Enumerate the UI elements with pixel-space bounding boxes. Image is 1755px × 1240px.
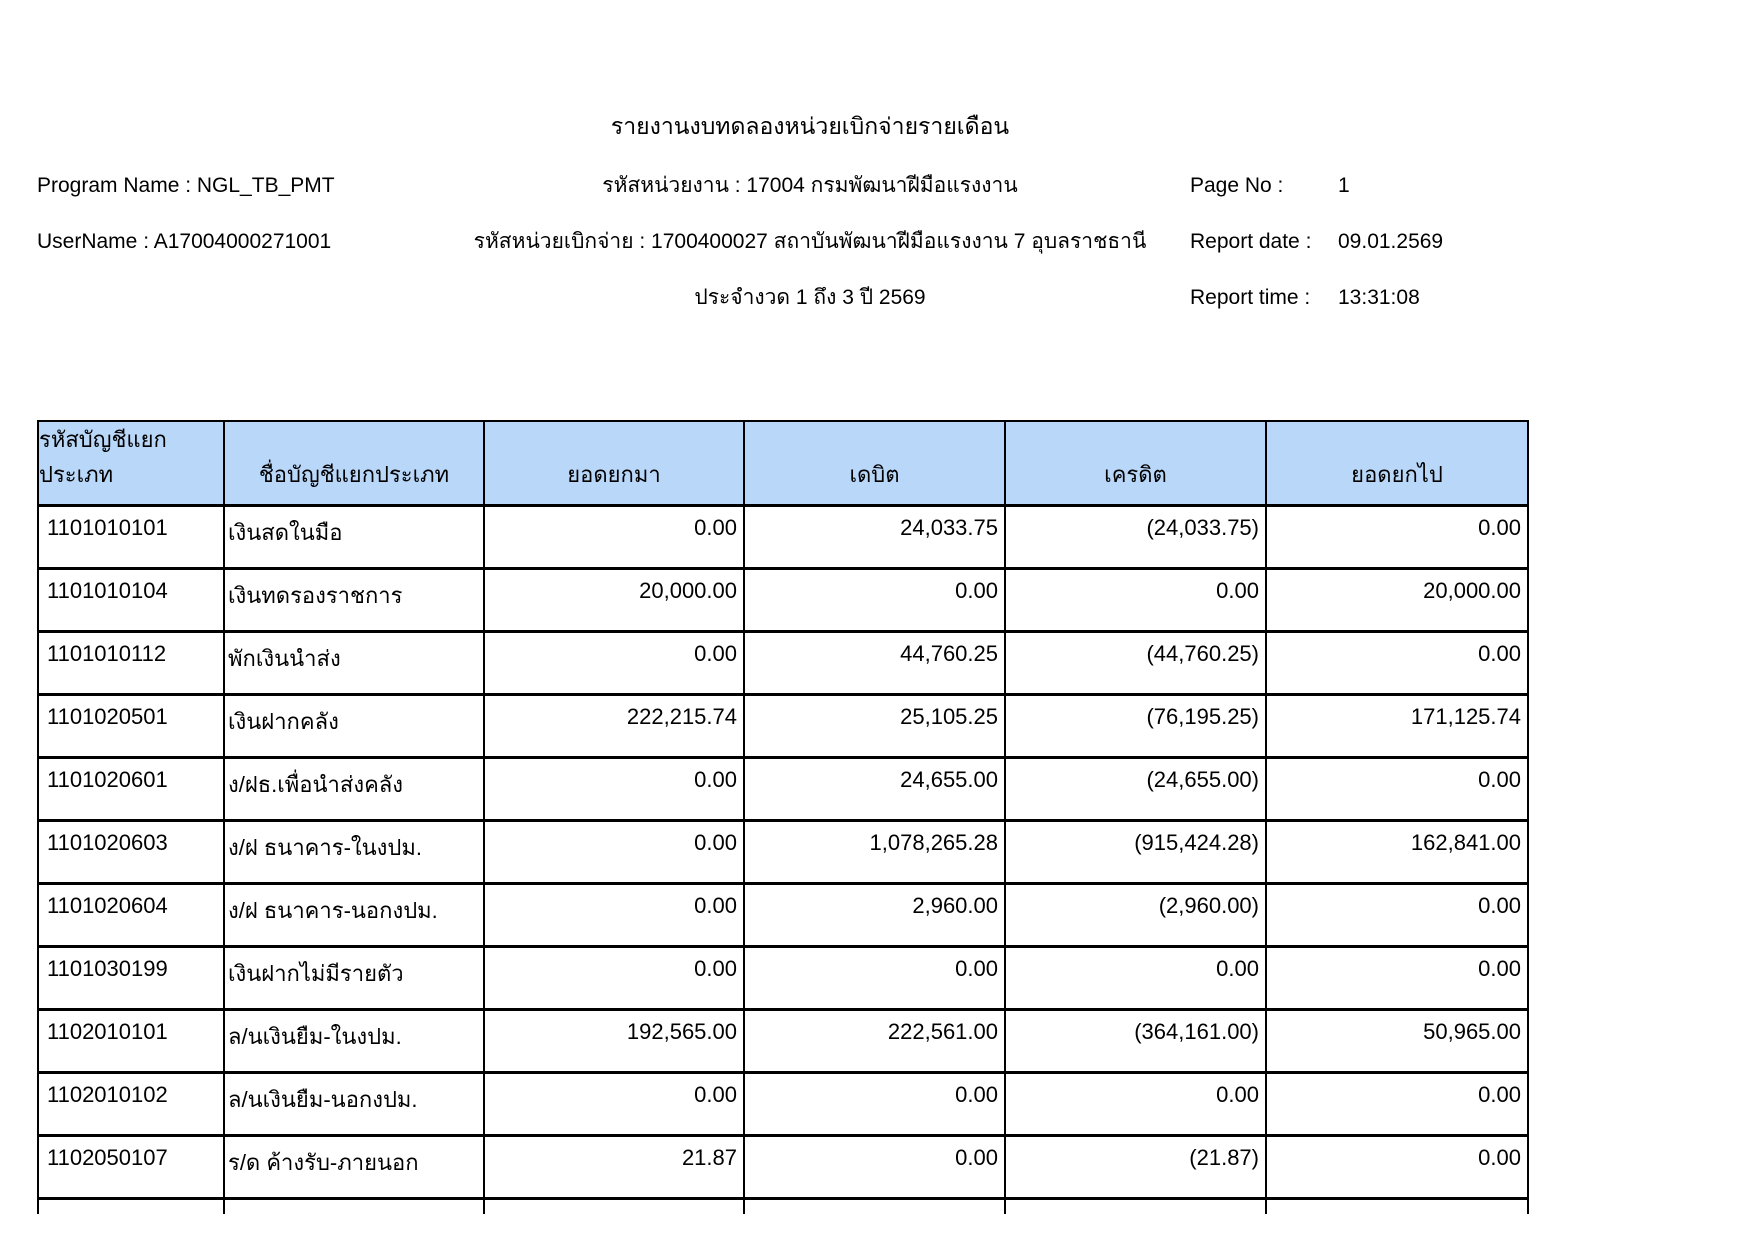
header-ending-balance: ยอดยกไป [1267,422,1527,504]
cell-account-code: 1102010102 [39,1074,225,1134]
cell-ending-balance [1267,1200,1527,1214]
cell-debit: 0.00 [745,948,1006,1008]
cell-debit: 0.00 [745,1074,1006,1134]
cell-debit: 222,561.00 [745,1011,1006,1071]
cell-ending-balance: 0.00 [1478,893,1521,918]
disbursement-unit-line: รหัสหน่วยเบิกจ่าย : 1700400027 สถาบันพัฒนาฝีมือแรงงาน 7 อุบลราชธานี [473,230,1147,253]
cell-debit: 1,078,265.28 [745,822,1006,882]
cell-ending-balance: 0.00 [1478,641,1521,666]
cell-beginning-balance: 0.00 [485,633,745,693]
cell-credit: (21.87) [1006,1137,1267,1197]
cell-beginning-balance: 0.00 [485,507,745,567]
cell-credit: (2,960.00) [1006,885,1267,945]
table-row-partial [39,1200,1527,1214]
table-row [39,507,1527,570]
cell-account-name: พักเงินนำส่ง [225,633,485,693]
cell-ending-balance: 171,125.74 [1410,704,1521,729]
cell-beginning-balance: 222,215.74 [485,696,745,756]
table-row [39,1011,1527,1074]
cell-debit: 24,033.75 [745,507,1006,567]
trial-balance-table [37,420,1529,1214]
cell-account-name: เงินฝากไม่มีรายตัว [225,948,485,1008]
cell-beginning-balance: 0.00 [485,885,745,945]
username-line: UserName : A17004000271001 [37,230,332,253]
cell-account-name: ล/นเงินยืม-ในงปม. [225,1011,485,1071]
report-time-value: 13:31:08 [1338,286,1420,309]
cell-credit: (915,424.28) [1006,822,1267,882]
table-row [39,696,1527,759]
period-line: ประจำงวด 1 ถึง 3 ปี 2569 [694,286,926,309]
cell-debit: 0.00 [745,1137,1006,1197]
cell-account-code: 1101020603 [39,822,225,882]
cell-account-name: ง/ฝธ.เพื่อนำส่งคลัง [225,759,485,819]
cell-ending-balance: 0.00 [1478,515,1521,540]
cell-credit [1006,1200,1267,1214]
cell-beginning-balance: 21.87 [485,1137,745,1197]
cell-ending-balance: 0.00 [1478,767,1521,792]
cell-credit: 0.00 [1006,1074,1267,1134]
cell-ending-balance: 162,841.00 [1410,830,1521,855]
cell-debit: 44,760.25 [745,633,1006,693]
cell-account-name: ง/ฝ ธนาคาร-นอกงปม. [225,885,485,945]
header-debit: เดบิต [745,422,1006,504]
report-title: รายงานงบทดลองหน่วยเบิกจ่ายรายเดือน [610,113,1010,139]
cell-account-code: 1101010104 [39,570,225,630]
cell-account-code: 1101010101 [39,507,225,567]
cell-credit: (76,195.25) [1006,696,1267,756]
table-row [39,570,1527,633]
cell-account-code: 1102050107 [39,1137,225,1197]
cell-beginning-balance: 20,000.00 [485,570,745,630]
cell-credit: (44,760.25) [1006,633,1267,693]
header-account-code: รหัสบัญชีแยกประเภท [39,422,225,504]
cell-ending-balance: 0.00 [1478,1082,1521,1107]
cell-account-name: ร/ด ค้างรับ-ภายนอก [225,1137,485,1197]
page-no-value: 1 [1338,174,1350,197]
table-header-row [39,422,1527,507]
report-date-label: Report date : [1190,230,1312,253]
cell-beginning-balance: 192,565.00 [485,1011,745,1071]
cell-account-code: 1101020601 [39,759,225,819]
table-row [39,822,1527,885]
cell-account-name: เงินสดในมือ [225,507,485,567]
cell-credit: (364,161.00) [1006,1011,1267,1071]
header-credit: เครดิต [1006,422,1267,504]
table-row [39,759,1527,822]
cell-account-code: 1101020604 [39,885,225,945]
cell-account-code [39,1200,225,1214]
cell-account-code: 1101010112 [39,633,225,693]
cell-account-code: 1102010101 [39,1011,225,1071]
cell-account-name: ล/นเงินยืม-นอกงปม. [225,1074,485,1134]
table-row [39,885,1527,948]
header-beginning-balance: ยอดยกมา [485,422,745,504]
cell-ending-balance: 20,000.00 [1423,578,1521,603]
cell-account-name: ง/ฝ ธนาคาร-ในงปม. [225,822,485,882]
agency-line: รหัสหน่วยงาน : 17004 กรมพัฒนาฝีมือแรงงาน [602,174,1018,197]
cell-beginning-balance: 0.00 [485,948,745,1008]
cell-beginning-balance [485,1200,745,1214]
cell-ending-balance: 0.00 [1478,956,1521,981]
cell-account-name: เงินฝากคลัง [225,696,485,756]
cell-credit: 0.00 [1006,570,1267,630]
cell-account-code: 1101020501 [39,696,225,756]
cell-beginning-balance: 0.00 [485,1074,745,1134]
cell-account-code: 1101030199 [39,948,225,1008]
table-row [39,1074,1527,1137]
cell-beginning-balance: 0.00 [485,822,745,882]
report-time-label: Report time : [1190,286,1311,309]
cell-beginning-balance: 0.00 [485,759,745,819]
cell-account-name: เงินทดรองราชการ [225,570,485,630]
table-row [39,948,1527,1011]
cell-credit: (24,033.75) [1006,507,1267,567]
table-row [39,633,1527,696]
report-date-value: 09.01.2569 [1338,230,1444,253]
cell-account-name [225,1200,485,1214]
header-account-name: ชื่อบัญชีแยกประเภท [225,422,485,504]
cell-debit: 25,105.25 [745,696,1006,756]
cell-ending-balance: 0.00 [1478,1145,1521,1170]
cell-debit: 24,655.00 [745,759,1006,819]
cell-debit: 2,960.00 [745,885,1006,945]
cell-debit: 0.00 [745,570,1006,630]
program-name-line: Program Name : NGL_TB_PMT [37,174,335,197]
cell-debit [745,1200,1006,1214]
table-row [39,1137,1527,1200]
cell-ending-balance: 50,965.00 [1423,1019,1521,1044]
page-no-label: Page No : [1190,174,1284,197]
cell-credit: 0.00 [1006,948,1267,1008]
cell-credit: (24,655.00) [1006,759,1267,819]
